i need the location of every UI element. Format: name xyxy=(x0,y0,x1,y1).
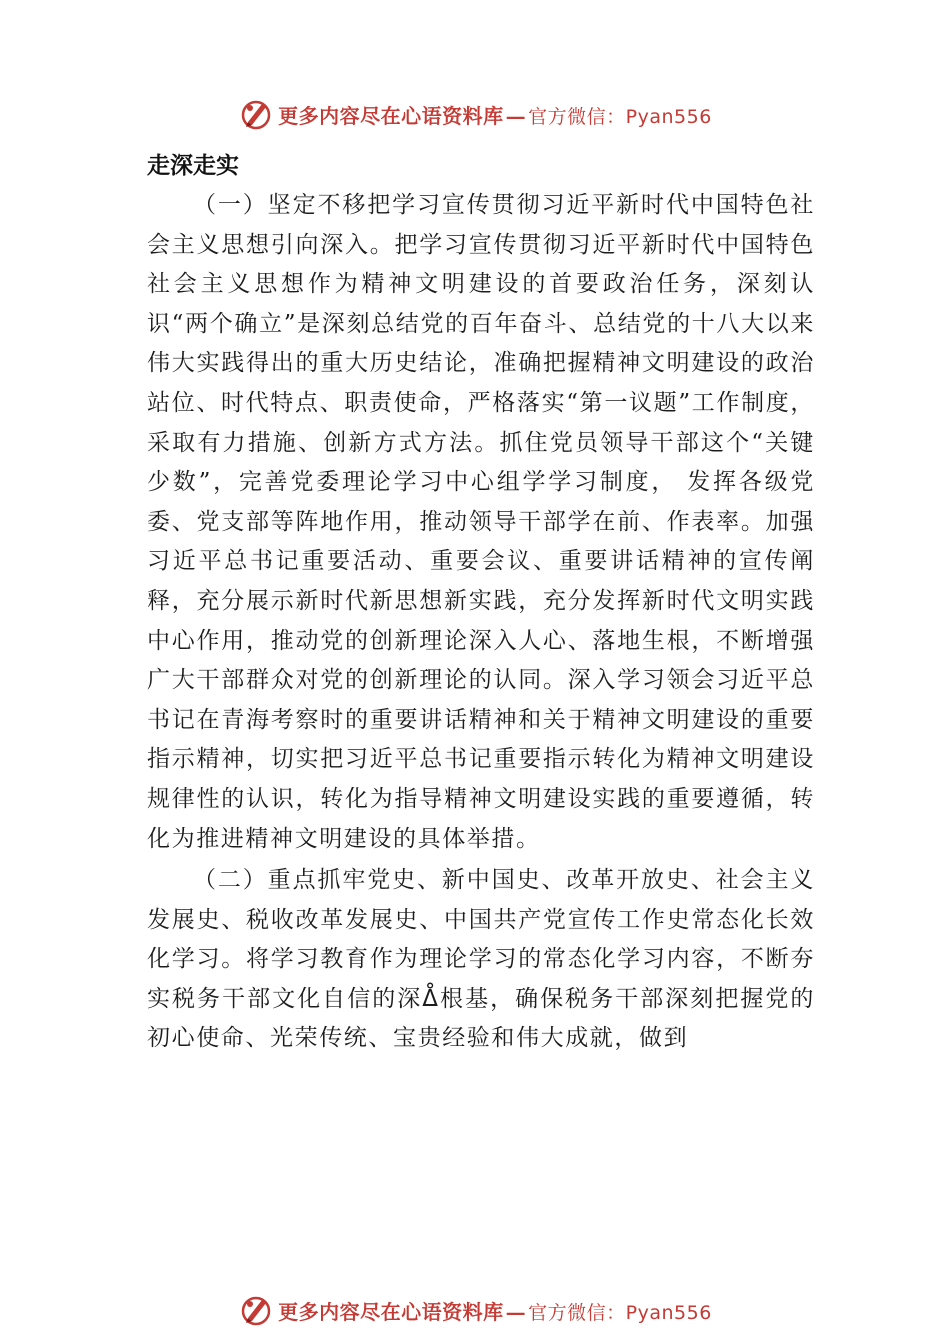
pen-seal-icon xyxy=(238,1292,274,1328)
banner-separator: — xyxy=(505,1299,527,1324)
header-banner-text xyxy=(278,100,712,129)
footer-banner xyxy=(0,1290,950,1330)
banner-wechat: 官方微信：Pyan556 xyxy=(528,1301,712,1324)
paragraph-2: （二）重点抓牢党史、新中国史、改革开放史、社会主义发展史、税收改革发展史、中国共产党宣传工作史常态化长效化学习。将学习教育作为理论学习的常态化学习内容，不断夯实税务干部文化自信的深ᐂ根基，确保税务干部深刻把握党的初心使命、光荣传统、宝贵经验和伟大成就，做到 xyxy=(147,867,815,1052)
pen-seal-icon xyxy=(238,96,274,132)
section-heading: 走深走实 xyxy=(147,153,239,179)
banner-title: 更多内容尽在心语资料库 xyxy=(278,103,504,128)
banner-title: 更多内容尽在心语资料库 xyxy=(278,1299,504,1324)
header-banner xyxy=(0,94,950,134)
paragraph-1: （一）坚定不移把学习宣传贯彻习近平新时代中国特色社会主义思想引向深入。把学习宣传贯彻习近平新时代中国特色社会主义思想作为精神文明建设的首要政治任务，深刻认识“两个确立”是深刻总结党的百年奋斗、总结党的十八大以来伟大实践得出的重大历史结论，准确把握精神文明建设的政治站位、时代特点、职责使命，严格落实“第一议题”工作制度，采取有力措施、创新方式方法。抓住党员领导干部这个“关键少数”，完善党委理论学习中心组学学习制度， 发挥各级党委、党支部等阵地作用，推动领导干部学在前、作表率。加强习近平总书记重要活动、重要会议、重要讲话精神的宣传阐释，充分展示新时代新思想新实践，充分发挥新时代文明实践中心作用，推动党的创新理论深入人心、落地生根，不断增强广大干部群众对党的创新理论的认同。深入学习领会习近平总书记在青海考察时的重要讲话精神和关于精神文明建设的重要指示精神，切实把习近平总书记重要指示转化为精神文明建设规律性的认识，转化为指导精神文明建设实践的重要遵循，转化为推进精神文明建设的具体举措。 xyxy=(147,192,815,852)
footer-banner-text xyxy=(278,1296,712,1325)
banner-wechat: 官方微信：Pyan556 xyxy=(528,105,712,128)
document-body xyxy=(147,146,815,1059)
banner-separator: — xyxy=(505,103,527,128)
